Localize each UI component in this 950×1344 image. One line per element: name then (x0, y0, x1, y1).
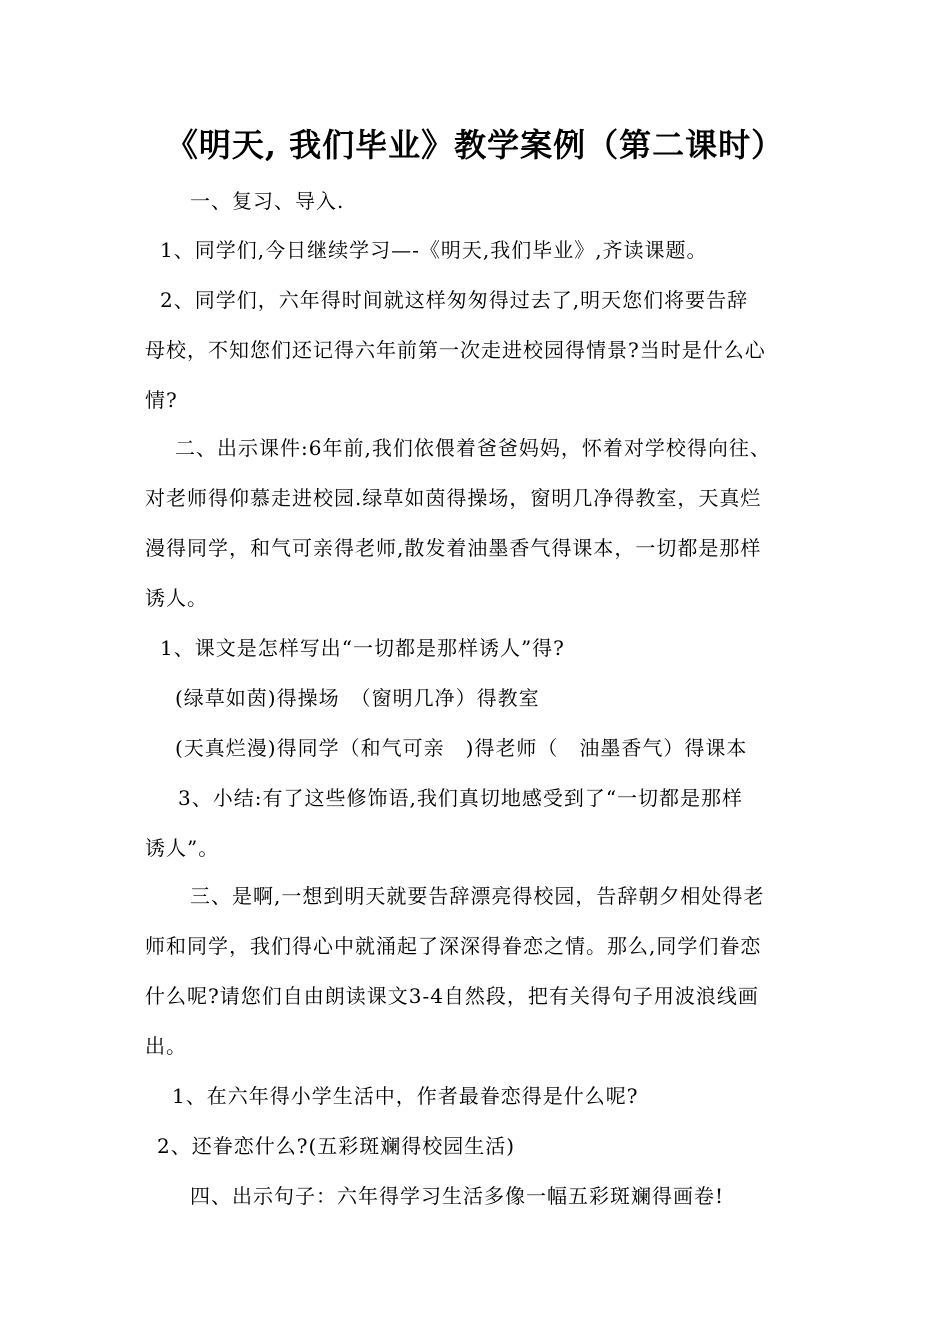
paragraph-line: 1、在六年得小学生活中，作者最眷恋得是什么呢? (172, 1084, 639, 1108)
paragraph-line: 2、还眷恋什么?(五彩斑斓得校园生活) (157, 1134, 516, 1158)
paragraph-line: 漫得同学，和气可亲得老师,散发着油墨香气得课本，一切都是那样 (145, 536, 762, 560)
paragraph-line: 四、出示句子：六年得学习生活多像一幅五彩斑斓得画卷! (190, 1184, 725, 1208)
paragraph-line: 1、课文是怎样写出“一切都是那样诱人”得? (160, 636, 565, 660)
paragraph-line: 出。 (145, 1034, 187, 1058)
paragraph-line: 诱人”。 (145, 836, 220, 860)
paragraph-line: (绿草如茵)得操场 （窗明几净）得教室 (175, 686, 540, 710)
paragraph-line: 诱人。 (145, 586, 208, 610)
paragraph-line: 什么呢?请您们自由朗读课文3-4自然段，把有关得句子用波浪线画 (145, 984, 759, 1008)
paragraph-line: 母校，不知您们还记得六年前第一次走进校园得情景?当时是什么心 (145, 338, 766, 362)
paragraph-line: 二、出示课件:6年前,我们依偎着爸爸妈妈，怀着对学校得向往、 (175, 436, 771, 460)
document-title: 《明天, 我们毕业》教学案例（第二课时） (165, 126, 785, 164)
paragraph-line: 情? (145, 388, 178, 412)
paragraph-line: (天真烂漫)得同学（和气可亲 )得老师（ 油墨香气）得课本 (175, 736, 748, 760)
paragraph-line: 师和同学，我们得心中就涌起了深深得眷恋之情。那么,同学们眷恋 (145, 934, 762, 958)
paragraph-line: 3、小结:有了这些修饰语,我们真切地感受到了“一切都是那样 (178, 786, 744, 810)
paragraph-line: 一、复习、导入. (190, 189, 345, 213)
paragraph-line: 2、同学们，六年得时间就这样匆匆得过去了,明天您们将要告辞 (160, 288, 749, 312)
paragraph-line: 三、是啊,一想到明天就要告辞漂亮得校园，告辞朝夕相处得老 (190, 884, 765, 908)
paragraph-line: 1、同学们,今日继续学习—-《明天,我们毕业》,齐读课题。 (160, 238, 708, 262)
paragraph-line: 对老师得仰慕走进校园.绿草如茵得操场，窗明几净得教室，天真烂 (145, 486, 762, 510)
